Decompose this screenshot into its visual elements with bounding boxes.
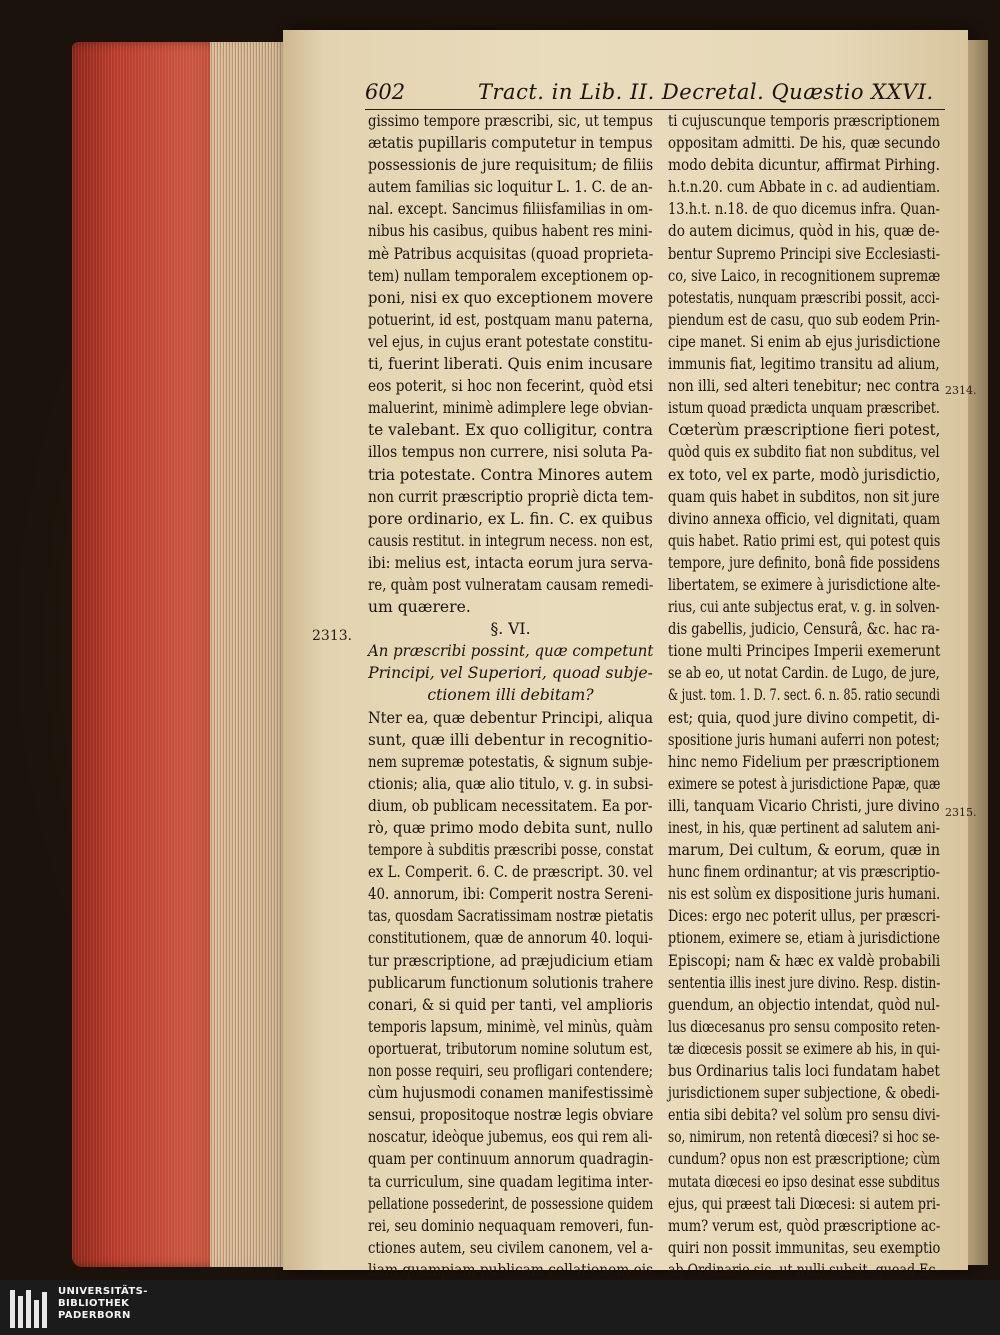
text-line: h.t.n.20. cum Abbate in c. ad audientiam. <box>668 178 941 197</box>
text-line: eximere se potest à jurisdictione Papæ, quæ <box>668 774 941 793</box>
text-line: illos tempus non currere, nisi soluta Pa- <box>368 443 653 462</box>
text-line: cipe manet. Si enim ab ejus jurisdictione <box>668 332 941 351</box>
text-line: possessionis de jure requisitum; de filiis <box>368 156 654 175</box>
text-line: ptionem, eximere se, etiam à jurisdictione <box>668 929 941 948</box>
text-line: spositione juris humani auferri non potest; <box>668 730 940 749</box>
text-line: potestatis, nunquam præscribi possit, acci- <box>668 288 940 307</box>
text-line: illi, tanquam Vicario Christi, jure divino <box>668 796 940 815</box>
text-line: ti cujuscunque temporis præscriptionem <box>668 112 940 130</box>
text-line: ta curriculum, sine quadam legitima inter- <box>368 1172 653 1191</box>
library-line-2: BIBLIOTHEK <box>58 1298 130 1309</box>
text-line: inest, in his, quæ pertinent ad salutem ani- <box>668 819 940 837</box>
text-line: tempore à subditis præscribi posse, constat <box>368 841 654 860</box>
text-line: re, quàm post vulneratam causam remedi- <box>368 575 654 594</box>
text-line: cundum? opus non est præscriptione; cùm <box>668 1150 941 1169</box>
text-line: quis habet. Ratio primi est, qui potest quis <box>668 531 941 550</box>
text-line: sententia illis inest jure divino. Resp. distin- <box>668 973 941 992</box>
text-line: causis restitut. in integrum necess. non est, <box>368 531 654 550</box>
text-line: rius, cui ante subjectus erat, v. g. in solven- <box>668 598 940 617</box>
right-column <box>668 110 940 1325</box>
text-line: mum? verum est, quòd præscriptione ac- <box>668 1216 941 1235</box>
text-line: quòd quis ex subdito fiat non subditus, vel <box>668 443 940 462</box>
text-line: sensui, propositoque nostræ legis obviare <box>368 1106 654 1125</box>
text-line: co, sive Laico, in recognitionem supremæ <box>668 266 941 285</box>
text-line: non currit præscriptio propriè dicta tem- <box>368 487 654 506</box>
text-line: publicarum functionum solutionis trahere <box>368 973 654 992</box>
text-line: hinc nemo Fidelium per præscriptionem <box>668 752 940 771</box>
text-line: cùm hujusmodi conamen manifestissimè <box>368 1084 654 1103</box>
text-line: ab Ordinario sic, ut nulli subsit, quoad Ec- <box>668 1260 940 1279</box>
text-line: entia sibi debita? vel solùm pro sensu divi- <box>668 1106 940 1125</box>
text-line: & just. tom. 1. D. 7. sect. 6. n. 85. ratio secundi <box>668 686 940 705</box>
section-mark: §. VI. <box>490 620 531 639</box>
library-line-1: UNIVERSITÄTS- <box>58 1286 148 1297</box>
text-line: tur præscriptione, ad præjudicium etiam <box>368 951 654 970</box>
text-line: temporis lapsum, minimè, vel minùs, quàm <box>368 1017 653 1036</box>
text-line: liam quampiam publicam collationem eis <box>368 1260 654 1279</box>
text-line: bentur Supremo Principi sive Ecclesiasti- <box>668 244 940 263</box>
text-line: dis gabellis, judicio, Censurâ, &c. hac ra- <box>668 620 940 639</box>
text-line: piendum est de casu, quo sub eodem Prin- <box>668 310 940 329</box>
margin-number-2315: 2315. <box>945 806 977 819</box>
library-logo-icon <box>8 1288 52 1330</box>
text-line: maluerint, minimè adimplere lege obvian- <box>368 399 653 418</box>
text-line: um quærere. <box>368 598 471 617</box>
text-line: istum quoad prædicta unquam præscribet. <box>668 399 940 418</box>
text-line: so, nimirum, non retentâ diœcesi? si hoc se- <box>668 1128 940 1147</box>
text-line: pellatione possederint, de possessione quidem <box>368 1194 654 1213</box>
text-line: rei, seu dominio nequaquam removeri, fun- <box>368 1216 654 1235</box>
text-line: quam per continuum annorum quadragin- <box>368 1150 654 1169</box>
text-line: constitutionem, quæ de annorum 40. loqui- <box>368 929 653 948</box>
section-title: ctionem illi debitam? <box>427 686 594 705</box>
margin-number-2314: 2314. <box>945 384 977 397</box>
text-line: sunt, quæ illi debentur in recognitio- <box>368 730 653 749</box>
text-line: non illi, sed alteri tenebitur; nec contra <box>668 377 940 396</box>
text-line: mutata diœcesi eo ipso desinat esse subditus <box>668 1172 940 1191</box>
text-line: tione multi Principes Imperii exemerunt <box>668 642 941 661</box>
text-line: ætatis pupillaris computetur in tempus <box>368 134 653 153</box>
library-footer <box>0 1280 1000 1335</box>
text-line: tas, quosdam Sacratissimam nostræ pietatis <box>368 907 654 926</box>
text-line: Episcopi; nam & hæc ex valdè probabili <box>668 951 941 970</box>
text-line: immunis fiat, legitimo transitu ad alium, <box>668 355 940 374</box>
text-line: nal. except. Sancimus filiisfamilias in om- <box>368 200 653 219</box>
library-name <box>58 1286 148 1322</box>
text-line: noscatur, ideòque jubemus, eos qui rem ali- <box>368 1128 653 1147</box>
text-line: Dices: ergo nec poterit ullus, per præscri- <box>668 907 941 926</box>
text-line: 13.h.t. n.18. de quo dicemus infra. Quan- <box>668 200 940 219</box>
running-title: Tract. in Lib. II. Decretal. Quæstio XXVI. <box>478 80 934 104</box>
text-line: ti, fuerint liberati. Quis enim incusare <box>368 355 653 374</box>
text-line: ex toto, vel ex parte, modò jurisdictio, <box>668 465 941 484</box>
margin-number-2313: 2313. <box>312 628 353 644</box>
text-line: tria potestate. Contra Minores autem <box>368 465 653 484</box>
left-column <box>368 110 653 1303</box>
text-line: nibus his casibus, quibus habent res mini- <box>368 222 653 241</box>
text-line: tem) nullam temporalem exceptionem op- <box>368 266 654 285</box>
text-line: potuerint, id est, postquam manu paterna, <box>368 310 654 329</box>
text-line: nem supremæ potestatis, & signum subje- <box>368 752 653 771</box>
text-line: libertatem, se eximere à jurisdictione alte- <box>668 575 941 594</box>
text-line: nis est solùm ex dispositione juris humani. <box>668 885 941 904</box>
text-line: ex L. Comperit. 6. C. de præscript. 30. vel <box>368 863 653 882</box>
text-line: do autem dicimus, quòd in his, quæ de- <box>668 222 940 241</box>
text-line: ibi: melius est, intacta eorum jura serva- <box>368 553 653 572</box>
text-line: tæ diœcesis possit se eximere ab his, in qui- <box>668 1039 941 1058</box>
section-title: Principi, vel Superiori, quoad subje- <box>368 664 653 683</box>
text-line: rò, quæ primo modo debita sunt, nullo <box>368 819 653 837</box>
text-line: ctiones autem, seu civilem canonem, vel a- <box>368 1238 653 1257</box>
text-line: 40. annorum, ibi: Comperit nostra Sereni- <box>368 885 654 904</box>
page-header <box>365 80 945 108</box>
text-line: quiri non possit immunitas, seu exemptio <box>668 1238 941 1257</box>
text-line: marum, Dei cultum, & eorum, quæ in <box>668 841 941 860</box>
text-line: poni, nisi ex quo exceptionem movere <box>368 288 654 307</box>
text-line: vel ejus, in cujus erant potestate constitu- <box>368 332 653 351</box>
page-stack <box>210 42 290 1267</box>
text-line: divino annexa officio, vel dignitati, quam <box>668 509 941 528</box>
text-line: quam quis habet in subditos, non sit jure <box>668 487 940 506</box>
text-line: est; quia, quod jure divino competit, di- <box>668 708 940 727</box>
text-line: modo debita dicuntur, affirmat Pirhing. <box>668 156 941 175</box>
text-line: hunc finem ordinantur; at vis præscriptio- <box>668 863 940 882</box>
text-line: te valebant. Ex quo colligitur, contra <box>368 421 653 440</box>
text-line: oportuerat, tributorum nomine solutum est, <box>368 1039 653 1058</box>
text-line: conari, & si quid per tanti, vel amplioris <box>368 995 653 1014</box>
text-line: oppositam admitti. De his, quæ secundo <box>668 134 941 153</box>
library-line-3: PADERBORN <box>58 1310 131 1321</box>
text-line: se ab eo, ut notat Cardin. de Lugo, de jure, <box>668 664 940 683</box>
text-line: bus Ordinarius talis loci fundatam habet <box>668 1062 940 1081</box>
facing-page-edge <box>968 40 988 1265</box>
text-line: dium, ob publicam necessitatem. Ea por- <box>368 796 653 815</box>
text-line: tempore, jure definito, bonâ fide possidens <box>668 553 940 572</box>
text-line: lus diœcesanus pro sensu composito reten- <box>668 1017 941 1036</box>
text-line: mè Patribus acquisitas (quoad proprieta- <box>368 244 654 263</box>
text-line: eos poterit, si hoc non fecerint, quòd etsi <box>368 377 654 396</box>
text-line: autem familias sic loquitur L. 1. C. de an- <box>368 178 653 197</box>
text-line: gissimo tempore præscribi, sic, ut tempus <box>368 112 653 130</box>
text-line: Cœterùm præscriptione fieri potest, <box>668 421 941 440</box>
text-line: Nter ea, quæ debentur Principi, aliqua <box>368 708 653 727</box>
section-title: An præscribi possint, quæ competunt <box>368 642 654 661</box>
text-line: ctionis; alia, quæ alio titulo, v. g. in subsi- <box>368 774 654 793</box>
text-line: pore ordinario, ex L. fin. C. ex quibus <box>368 509 653 528</box>
text-line: non posse requiri, seu profligari contendere; <box>368 1062 654 1081</box>
page-number: 602 <box>365 80 406 104</box>
text-line: guendum, an objectio intendat, quòd nul- <box>668 995 940 1014</box>
text-line: ejus, qui præest tali Diœcesi: si autem pri- <box>668 1194 941 1213</box>
text-line: jurisdictionem super subjectione, & obedi- <box>668 1084 940 1103</box>
